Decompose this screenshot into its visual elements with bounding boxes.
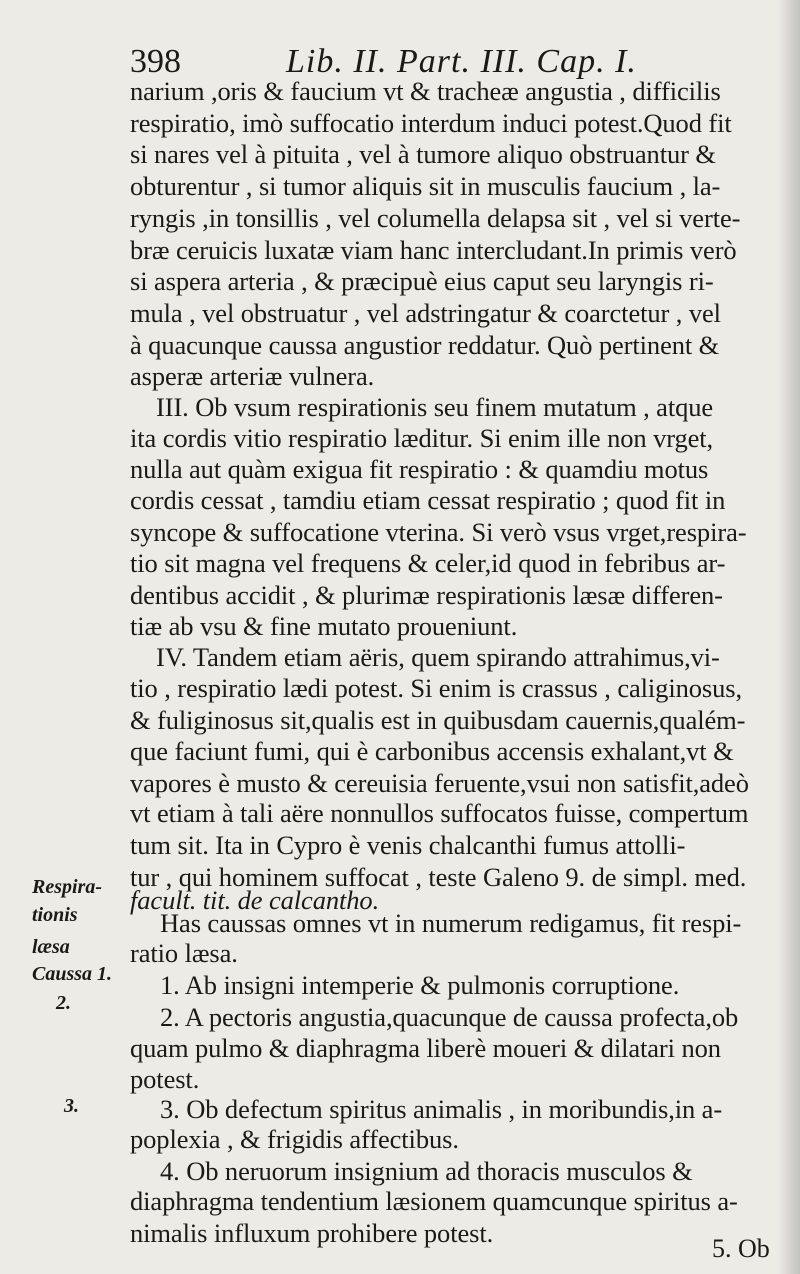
text-line: Has caussas omnes vt in numerum redigamus, fit respi-: [160, 908, 742, 938]
text-line: dentibus accidit , & plurimæ respirationis læsæ differen-: [130, 580, 723, 610]
text-line: tio sit magna vel frequens & celer,id quod in febribus ar-: [130, 548, 726, 578]
text-line: ryngis ,in tonsillis , vel columella delapsa sit , vel si verte-: [130, 203, 741, 233]
text-line: tur , qui hominem suffocat , teste Galeno 9. de simpl. med.: [130, 862, 747, 892]
margin-note: Caussa 1.: [32, 963, 113, 985]
text-line: diaphragma tendentium læsionem quamcunque spiritus a-: [130, 1186, 738, 1216]
text-line: respiratio, imò suffocatio interdum induci potest.Quod fit: [130, 108, 732, 138]
text-line: facult. tit. de calcantho.: [130, 885, 380, 915]
catchword: 5. Ob: [712, 1234, 770, 1263]
text-line: nimalis influxum prohibere potest.: [130, 1218, 494, 1248]
margin-note: 2.: [56, 992, 71, 1014]
margin-note: tionis: [32, 904, 78, 926]
text-line: cordis cessat , tamdiu etiam cessat respiratio ; quod fit in: [130, 485, 726, 515]
text-line: quam pulmo & diaphragma liberè moueri & dilatari non: [130, 1033, 721, 1063]
text-line: narium ,oris & faucium vt & tracheæ angustia , difficilis: [130, 76, 721, 106]
text-line: poplexia , & frigidis affectibus.: [130, 1124, 459, 1154]
text-line: tum sit. Ita in Cypro è venis chalcanthi fumus attolli-: [130, 830, 686, 860]
text-line: 3. Ob defectum spiritus animalis , in moribundis,in a-: [160, 1094, 723, 1124]
text-line: & fuliginosus sit,qualis est in quibusdam cauernis,qualém-: [130, 705, 746, 735]
text-line: IV. Tandem etiam aëris, quem spirando attrahimus,vi-: [156, 642, 720, 672]
text-line: syncope & suffocatione vterina. Si verò vsus vrget,respira-: [130, 517, 747, 547]
text-line: III. Ob vsum respirationis seu finem mutatum , atque: [156, 392, 714, 422]
page-number: 398: [130, 43, 181, 80]
margin-note: Respira-: [32, 876, 102, 898]
text-line: asperæ arteriæ vulnera.: [130, 361, 375, 391]
text-line: 4. Ob neruorum insignium ad thoracis musculos &: [160, 1156, 693, 1186]
text-line: tiæ ab vsu & fine mutato proueniunt.: [130, 611, 518, 641]
text-line: vt etiam à tali aëre nonnullos suffocatos fuisse, compertum: [130, 798, 749, 828]
page-edge-shadow: [778, 0, 800, 1274]
text-line: si nares vel à pituita , vel à tumore aliquo obstruantur &: [130, 139, 716, 169]
margin-note: læsa: [32, 936, 70, 958]
text-line: à quacunque caussa angustior reddatur. Quò pertinent &: [130, 330, 720, 360]
text-line: ratio læsa.: [130, 938, 238, 968]
text-line: ita cordis vitio respiratio læditur. Si enim ille non vrget,: [130, 423, 714, 453]
running-head: Lib. II. Part. III. Cap. I.: [286, 43, 637, 80]
text-line: 2. A pectoris angustia,quacunque de caussa profecta,ob: [160, 1002, 739, 1032]
text-line: obturentur , si tumor aliquis sit in musculis faucium , la-: [130, 171, 721, 201]
text-line: si aspera arteria , & præcipuè eius caput seu laryngis ri-: [130, 266, 714, 296]
text-line: 1. Ab insigni intemperie & pulmonis corruptione.: [160, 970, 680, 1000]
text-line: nulla aut quàm exigua fit respiratio : & quamdiu motus: [130, 454, 709, 484]
margin-note: 3.: [64, 1095, 79, 1117]
text-line: tio , respiratio lædi potest. Si enim is crassus , caliginosus,: [130, 673, 742, 703]
text-line: potest.: [130, 1064, 200, 1094]
text-line: bræ ceruicis luxatæ viam hanc intercludant.In primis verò: [130, 235, 737, 265]
text-line: vapores è musto & cereuisia feruente,vsui non satisfit,adeò: [130, 768, 749, 798]
text-line: que faciunt fumi, qui è carbonibus accensis exhalant,vt &: [130, 736, 734, 766]
text-line: mula , vel obstruatur , vel adstringatur & coarctetur , vel: [130, 298, 721, 328]
